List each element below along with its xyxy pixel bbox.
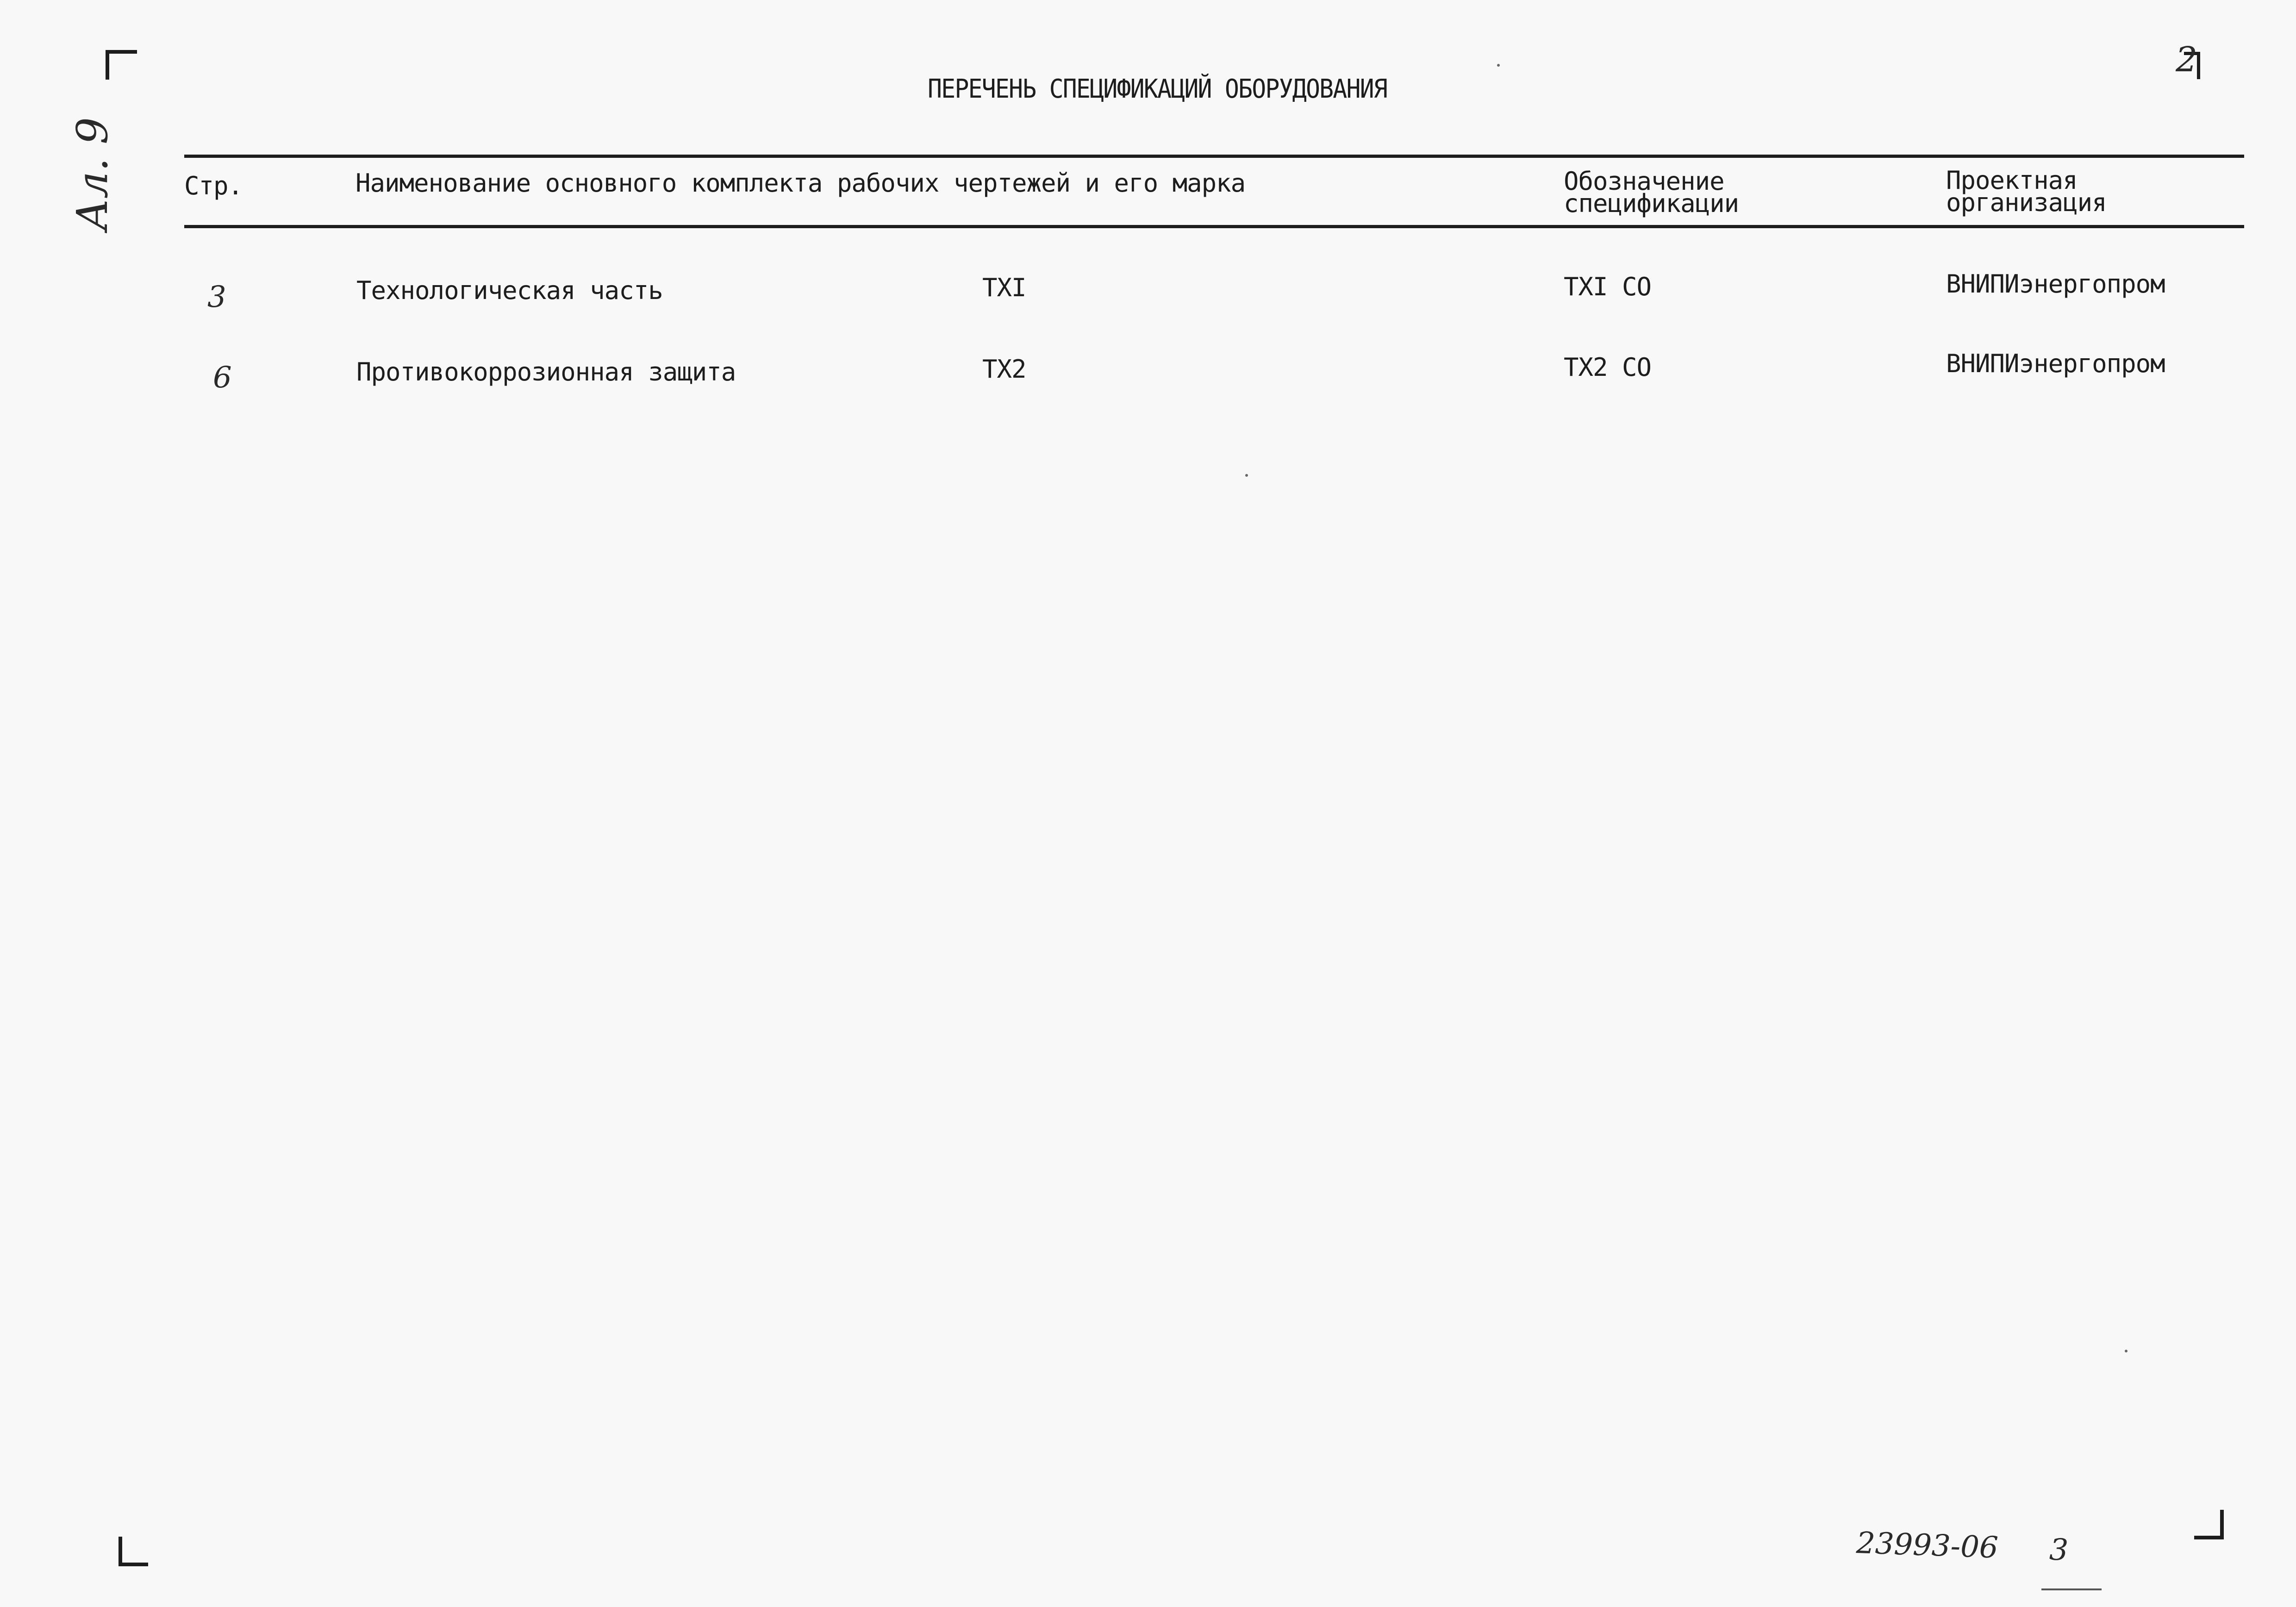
archive-number [1855,1526,2069,1568]
header-org-line1: Проектная [1946,166,2078,195]
row-2-mark: ТХ2 [982,355,1026,384]
scan-speck [1245,474,1248,477]
corner-mark-bottom-right [2194,1510,2224,1539]
header-name: Наименование основного комплекта рабочих чертежей и его марка [356,168,1246,198]
row-2-page: 6 [213,361,232,395]
row-1-page: 3 [207,280,226,314]
header-page: Стр. [184,171,243,200]
header-spec-line2: спецификации [1564,189,1739,218]
table-header-rule [184,225,2244,228]
corner-mark-bottom-left [119,1537,148,1566]
row-2-org: ВНИПИэнергопром [1946,349,2165,378]
scan-speck [1497,64,1500,67]
footer-page-number: 3 [2048,1532,2069,1568]
scan-speck [2125,1350,2128,1352]
row-1-spec: ТХI СО [1564,272,1652,301]
side-handwritten-note: Ал. 9 [68,117,117,231]
row-2-name: Противокоррозионная защита [356,357,736,386]
sheet-number: 2 [2176,40,2198,80]
row-1-name: Технологическая часть [356,276,663,305]
header-org-line2: организация [1946,188,2107,217]
row-1-mark: ТХI [982,273,1026,302]
row-1-org: ВНИПИэнергопром [1946,269,2165,299]
row-2-spec: ТХ2 СО [1564,353,1652,382]
header-spec-line1: Обозначение [1564,167,1724,196]
page-title: ПЕРЕЧЕНЬ СПЕЦИФИКАЦИЙ ОБОРУДОВАНИЯ [927,74,1387,104]
archive-number-value: 23993-06 [1855,1526,1999,1565]
table-top-rule [184,155,2244,158]
footer-underline [2041,1588,2102,1590]
corner-mark-top-left [106,50,137,80]
